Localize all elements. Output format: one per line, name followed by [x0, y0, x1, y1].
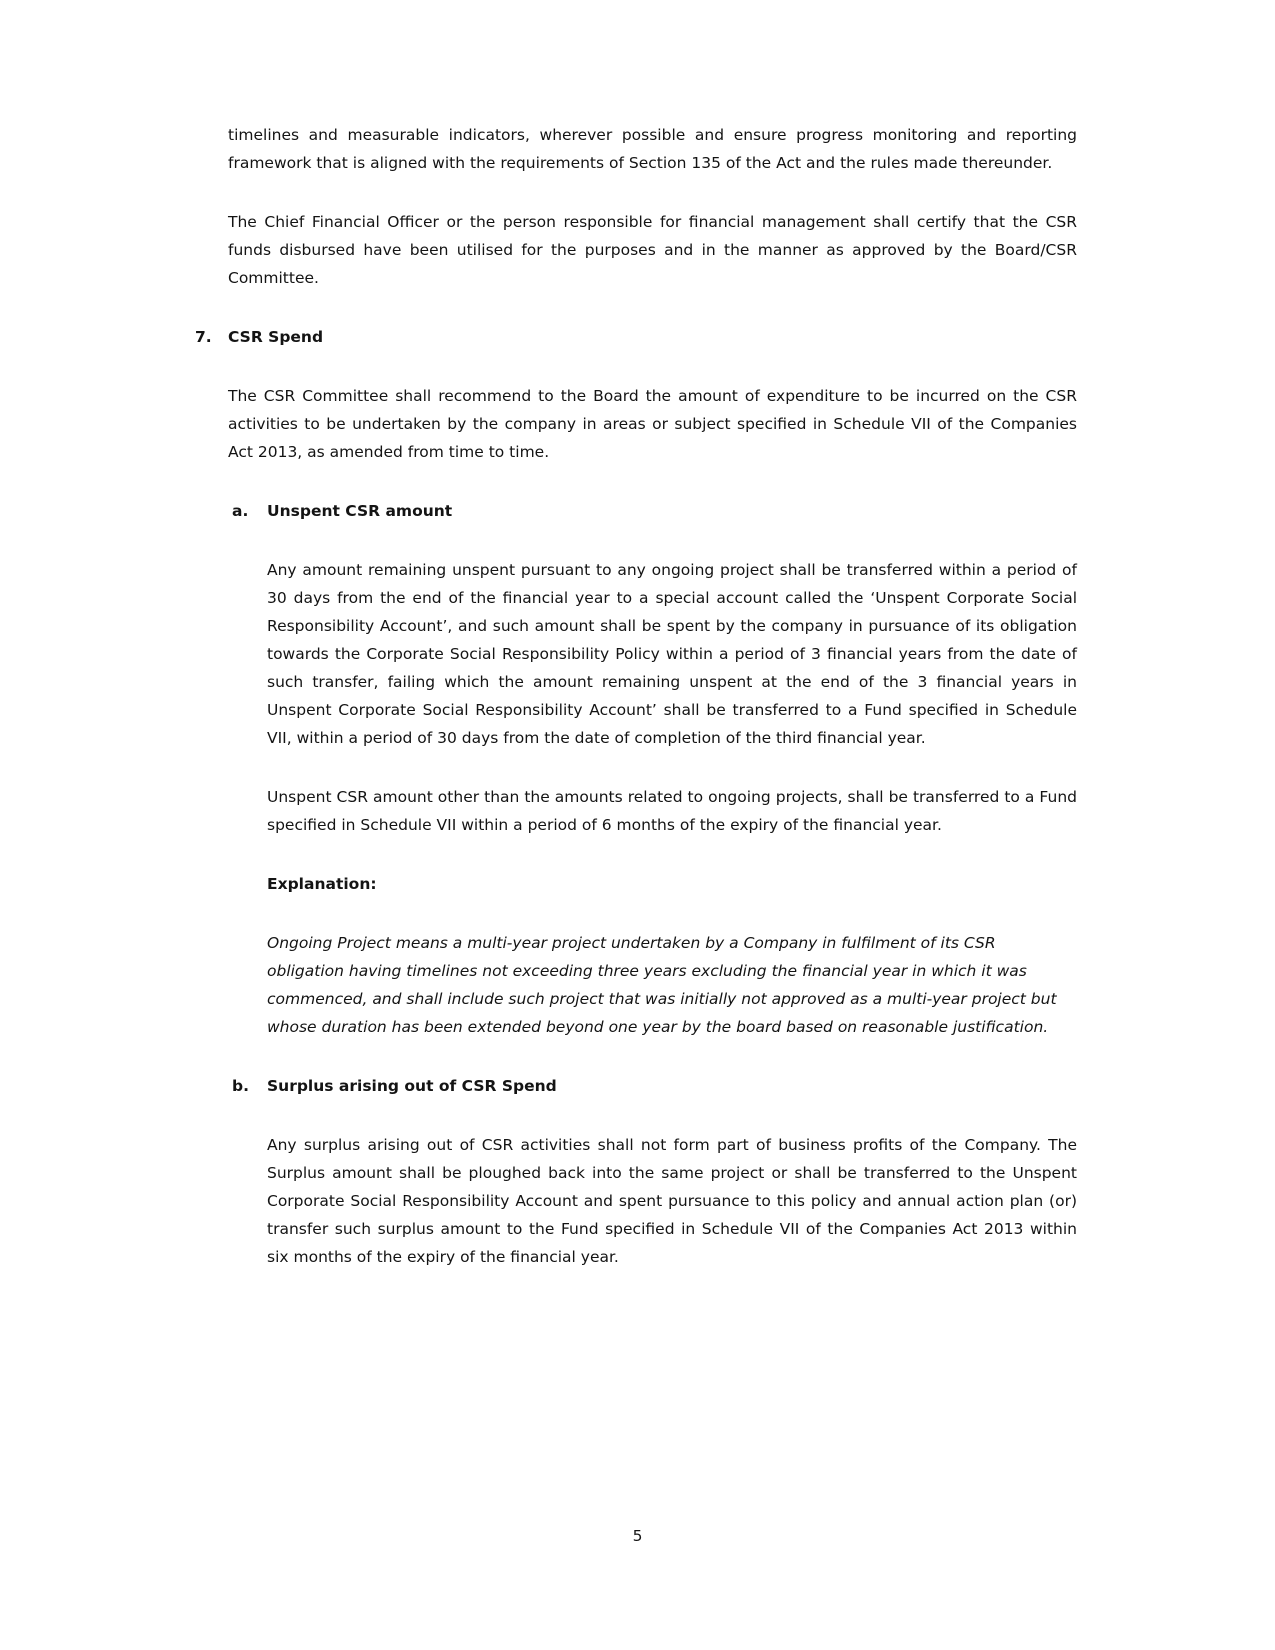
- explanation-heading: Explanation:: [267, 875, 377, 893]
- subsection-a-heading: [232, 497, 1077, 525]
- section-7-intro-paragraph: The CSR Committee shall recommend to the Board the amount of expenditure to be incurred on the CSR activities to be undertaken by the company in areas or subject specified in Schedule VII of the Companies Act 2013, as amended from time to time.: [228, 387, 1077, 461]
- paragraph-cfo-certification: The Chief Financial Officer or the person responsible for financial management shall certify that the CSR funds disbursed have been utilised for the purposes and in the manner as approved by the Board/CSR Committee.: [228, 213, 1077, 287]
- subsection-a-number: a.: [232, 502, 249, 520]
- surplus-csr-paragraph: Any surplus arising out of CSR activities shall not form part of business profits of the Company. The Surplus amount shall be ploughed back into the same project or shall be transferred to the Unspent Corporate Social Responsibility Account and spent pursuance to this policy and annual action plan (or) transfer such surplus amount to the Fund specified in Schedule VII of the Companies Act 2013 within six months of the expiry of the financial year.: [267, 1136, 1077, 1266]
- subsection-b-number: b.: [232, 1077, 249, 1095]
- subsection-b-title: Surplus arising out of CSR Spend: [267, 1077, 557, 1095]
- section-7-title: CSR Spend: [228, 328, 324, 346]
- paragraph-monitoring-continuation: timelines and measurable indicators, wherever possible and ensure progress monitoring and reporting framework that is aligned with the requirements of Section 135 of the Act and the rules made thereunder.: [228, 126, 1077, 172]
- section-7-number: 7.: [195, 328, 212, 346]
- section-7-heading: [195, 323, 1077, 351]
- unspent-csr-paragraph-1: Any amount remaining unspent pursuant to any ongoing project shall be transferred within a period of 30 days from the end of the financial year to a special account called the ‘Unspent Corporate Social Responsibility Account’, and such amount shall be spent by the company in pursuance of its obligation towards the Corporate Social Responsibility Policy within a period of 3 financial years from the date of such transfer, failing which the amount remaining unspent at the end of the 3 financial years in Unspent Corporate Social Responsibility Account’ shall be transferred to a Fund specified in Schedule VII, within a period of 30 days from the date of completion of the third financial year.: [267, 561, 1077, 747]
- subsection-b-heading: [232, 1072, 1077, 1100]
- explanation-ongoing-project-paragraph: Ongoing Project means a multi-year project undertaken by a Company in fulfilment of its CSR obligation having timelines not exceeding three years excluding the financial year in which it was commenced, and shall include such project that was initially not approved as a multi-year project but whose duration has been extended beyond one year by the board based on reasonable justification.: [267, 934, 1057, 1036]
- document-body: [195, 121, 1077, 1302]
- subsection-a-title: Unspent CSR amount: [267, 502, 453, 520]
- unspent-csr-paragraph-2: Unspent CSR amount other than the amounts related to ongoing projects, shall be transferred to a Fund specified in Schedule VII within a period of 6 months of the expiry of the financial year.: [267, 788, 1077, 834]
- page-number: 5: [632, 1527, 643, 1545]
